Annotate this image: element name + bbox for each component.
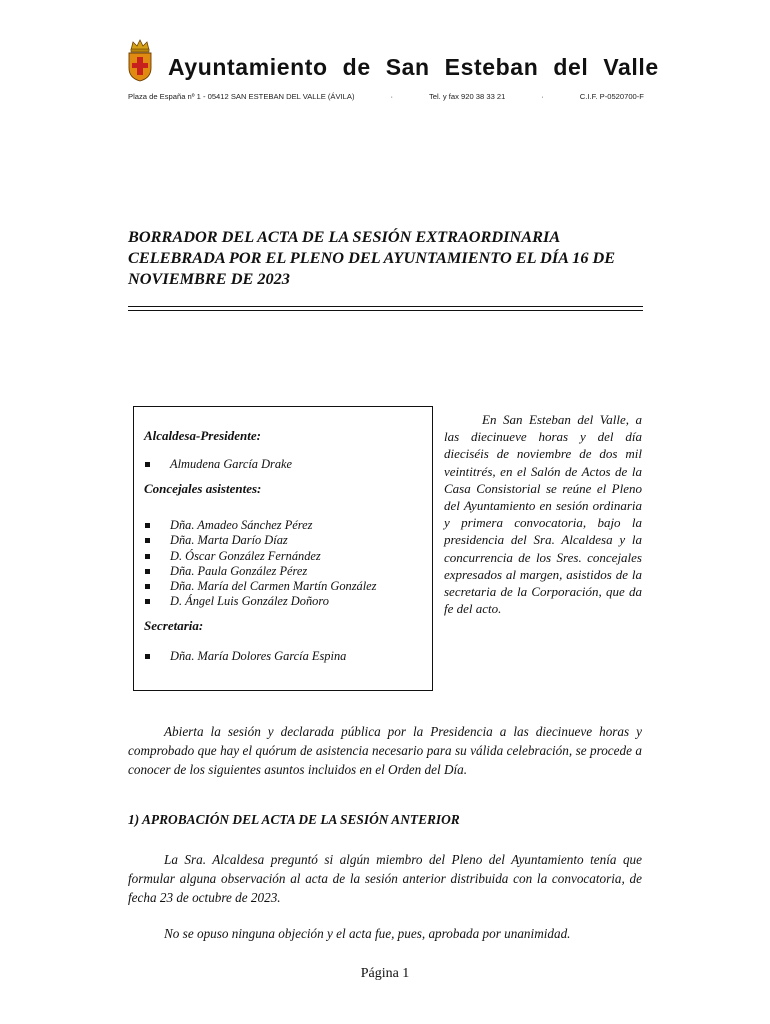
list-item: Dña. Paula González Pérez <box>144 564 377 579</box>
title-divider <box>128 310 643 311</box>
document-title: BORRADOR DEL ACTA DE LA SESIÓN EXTRAORDINARIA CELEBRADA POR EL PLENO DEL AYUNTAMIENTO EL DÍA 16 DE NOVIEMBRE DE 2023 <box>128 227 616 288</box>
separator: · <box>541 92 544 101</box>
councillors-list <box>144 518 377 610</box>
attendees-box <box>133 406 433 691</box>
organization-name: Ayuntamiento de San Esteban del Valle <box>168 54 659 80</box>
mayor-heading: Alcaldesa-Presidente: <box>144 428 261 443</box>
list-item: D. Ángel Luis González Doñoro <box>144 594 377 609</box>
list-item: D. Óscar González Fernández <box>144 549 377 564</box>
municipal-crest-icon <box>126 38 154 82</box>
list-item: Dña. María Dolores García Espina <box>144 649 346 664</box>
page-number: Página 1 <box>360 966 410 981</box>
section-1-paragraph: La Sra. Alcaldesa preguntó si algún miembro del Pleno del Ayuntamiento tenía que formular alguna observación al acta de la sesión anterior distribuida con la convocatoria, de fecha 23 de octubre de 2023. <box>128 852 642 906</box>
secretary-heading: Secretaria: <box>144 618 204 633</box>
mayor-list <box>144 457 292 472</box>
section-heading: 1) APROBACIÓN DEL ACTA DE LA SESIÓN ANTERIOR <box>128 812 460 827</box>
address: Plaza de España nº 1 - 05412 SAN ESTEBAN DEL VALLE (ÁVILA) <box>128 92 355 101</box>
list-item: Dña. Marta Darío Díaz <box>144 533 377 548</box>
title-divider <box>128 306 643 307</box>
section-1-paragraph: No se opuso ninguna objeción y el acta fue, pues, aprobada por unanimidad. <box>164 926 571 941</box>
councillors-heading: Concejales asistentes: <box>144 481 262 496</box>
secretary-list <box>144 649 346 664</box>
address-line <box>128 92 644 101</box>
cif: C.I.F. P-0520700-F <box>579 92 644 101</box>
list-item: Almudena García Drake <box>144 457 292 472</box>
separator: · <box>390 92 393 101</box>
phone: Tel. y fax 920 38 33 21 <box>428 92 506 101</box>
opening-paragraph: Abierta la sesión y declarada pública por la Presidencia a las diecinueve horas y comprobado que hay el quórum de asistencia necesario para su válida celebración, se procede a conocer de los siguientes asuntos incluidos en el Orden del Día. <box>128 724 642 778</box>
intro-paragraph: En San Esteban del Valle, a las diecinueve horas y del día dieciséis de noviembre de dos mil veintitrés, en el Salón de Actos de la Casa Consistorial se reúne el Pleno del Ayuntamiento en sesión ordinaria y primera convocatoria, bajo la presidencia del Sra. Alcaldesa y la concurrencia de los Sres. concejales expresados al margen, asistidos de la secretaria de la Corporación, que da fe del acto. <box>444 412 642 617</box>
list-item: Dña. Amadeo Sánchez Pérez <box>144 518 377 533</box>
list-item: Dña. María del Carmen Martín González <box>144 579 377 594</box>
